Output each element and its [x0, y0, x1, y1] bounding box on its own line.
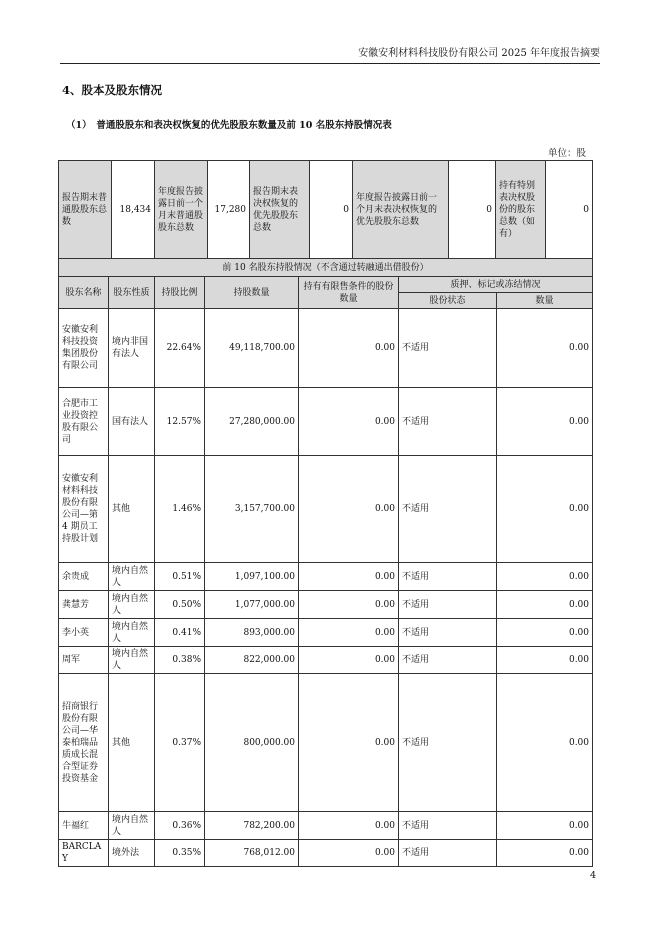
- shareholder-name: 周军: [59, 647, 109, 674]
- holding-ratio: 1.46%: [155, 456, 205, 563]
- holding-quantity: 49,118,700.00: [205, 309, 299, 388]
- top-ten-shareholders-table: [58, 258, 593, 867]
- shareholder-name: 合肥市工业投资控股有限公司: [59, 388, 109, 456]
- pledge-quantity: 0.00: [497, 840, 593, 867]
- pledge-status: 不适用: [399, 591, 497, 619]
- col-header-pledge-quantity: 数量: [497, 293, 593, 309]
- restored-preferred-label: 报告期末表决权恢复的优先股股东总数: [250, 161, 310, 259]
- pledge-quantity: 0.00: [497, 591, 593, 619]
- restricted-quantity: 0.00: [299, 674, 399, 812]
- col-header-restricted: 持有有限售条件的股份数量: [299, 277, 399, 309]
- page-number: 4: [590, 870, 597, 881]
- shareholder-nature: 境内自然人: [109, 812, 155, 840]
- pledge-status: 不适用: [399, 647, 497, 674]
- restricted-quantity: 0.00: [299, 647, 399, 674]
- shareholder-name: 招商银行股份有限公司—华泰柏瑞品质成长混合型证券投资基金: [59, 674, 109, 812]
- col-header-nature: 股东性质: [109, 277, 155, 309]
- table-row: [59, 388, 593, 456]
- special-voting-label: 持有特别表决权股份的股东总数（如有）: [496, 161, 546, 259]
- col-header-pledge-status: 股份状态: [399, 293, 497, 309]
- table-row: [59, 619, 593, 647]
- shareholder-name: BARCLAY: [59, 840, 109, 867]
- pledge-status: 不适用: [399, 619, 497, 647]
- restricted-quantity: 0.00: [299, 456, 399, 563]
- holding-ratio: 0.38%: [155, 647, 205, 674]
- table-row: [59, 591, 593, 619]
- col-header-ratio: 持股比例: [155, 277, 205, 309]
- pledge-quantity: 0.00: [497, 563, 593, 591]
- holding-quantity: 822,000.00: [205, 647, 299, 674]
- pledge-status: 不适用: [399, 674, 497, 812]
- shareholder-nature: 境内自然人: [109, 563, 155, 591]
- subsection-title: （1） 普通股股东和表决权恢复的优先股股东数量及前 10 名股东持股情况表: [66, 120, 392, 131]
- shareholder-count-table: [58, 160, 593, 259]
- restricted-quantity: 0.00: [299, 619, 399, 647]
- pledge-status: 不适用: [399, 456, 497, 563]
- pledge-quantity: 0.00: [497, 309, 593, 388]
- holding-quantity: 800,000.00: [205, 674, 299, 812]
- shareholder-name: 余贵成: [59, 563, 109, 591]
- col-header-pledge-group: 质押、标记或冻结情况: [399, 277, 593, 293]
- restricted-quantity: 0.00: [299, 591, 399, 619]
- pledge-quantity: 0.00: [497, 674, 593, 812]
- pledge-quantity: 0.00: [497, 647, 593, 674]
- restricted-quantity: 0.00: [299, 309, 399, 388]
- table-caption: 前 10 名股东持股情况（不含通过转融通出借股份）: [59, 259, 593, 277]
- pledge-quantity: 0.00: [497, 619, 593, 647]
- shareholder-nature: 其他: [109, 456, 155, 563]
- prior-month-preferred-value: 0: [449, 161, 496, 259]
- page-header: 安徽安利材料科技股份有限公司 2025 年年度报告摘要: [60, 44, 600, 64]
- table-row: [59, 309, 593, 388]
- shareholder-nature: 境外法: [109, 840, 155, 867]
- prior-month-shareholders-label: 年度报告披露日前一个月末普通股股东总数: [155, 161, 208, 259]
- holding-ratio: 22.64%: [155, 309, 205, 388]
- restored-preferred-value: 0: [310, 161, 353, 259]
- shareholder-nature: 国有法人: [109, 388, 155, 456]
- col-header-quantity: 持股数量: [205, 277, 299, 309]
- pledge-status: 不适用: [399, 563, 497, 591]
- total-shareholders-label: 报告期末普通股股东总数: [59, 161, 112, 259]
- table-row: [59, 674, 593, 812]
- restricted-quantity: 0.00: [299, 812, 399, 840]
- shareholder-name: 牛福红: [59, 812, 109, 840]
- holding-quantity: 3,157,700.00: [205, 456, 299, 563]
- shareholder-nature: 其他: [109, 674, 155, 812]
- holding-quantity: 27,280,000.00: [205, 388, 299, 456]
- total-shareholders-value: 18,434: [112, 161, 155, 259]
- holding-ratio: 0.35%: [155, 840, 205, 867]
- prior-month-preferred-label: 年度报告披露日前一个月末表决权恢复的优先股股东总数: [353, 161, 449, 259]
- section-title: 4、股本及股东情况: [62, 83, 163, 97]
- holding-quantity: 1,077,000.00: [205, 591, 299, 619]
- shareholder-name: 龚慧芳: [59, 591, 109, 619]
- holding-quantity: 768,012.00: [205, 840, 299, 867]
- shareholder-nature: 境内自然人: [109, 591, 155, 619]
- shareholder-name: 李小英: [59, 619, 109, 647]
- holding-ratio: 12.57%: [155, 388, 205, 456]
- shareholder-nature: 境内非国有法人: [109, 309, 155, 388]
- shareholder-nature: 境内自然人: [109, 619, 155, 647]
- shareholder-name: 安徽安利科技投资集团股份有限公司: [59, 309, 109, 388]
- table-row: [59, 812, 593, 840]
- holding-ratio: 0.41%: [155, 619, 205, 647]
- holding-ratio: 0.37%: [155, 674, 205, 812]
- col-header-name: 股东名称: [59, 277, 109, 309]
- prior-month-shareholders-value: 17,280: [208, 161, 250, 259]
- shareholder-name: 安徽安利材料科技股份有限公司—第 4 期员工持股计划: [59, 456, 109, 563]
- pledge-quantity: 0.00: [497, 456, 593, 563]
- unit-label: 单位：股: [548, 148, 587, 159]
- table-row: [59, 456, 593, 563]
- restricted-quantity: 0.00: [299, 388, 399, 456]
- special-voting-value: 0: [546, 161, 593, 259]
- table-row: [59, 840, 593, 867]
- holding-quantity: 782,200.00: [205, 812, 299, 840]
- restricted-quantity: 0.00: [299, 840, 399, 867]
- table-row: [59, 647, 593, 674]
- pledge-status: 不适用: [399, 812, 497, 840]
- holding-ratio: 0.50%: [155, 591, 205, 619]
- pledge-status: 不适用: [399, 388, 497, 456]
- pledge-status: 不适用: [399, 840, 497, 867]
- table-row: [59, 563, 593, 591]
- pledge-quantity: 0.00: [497, 388, 593, 456]
- holding-ratio: 0.51%: [155, 563, 205, 591]
- pledge-quantity: 0.00: [497, 812, 593, 840]
- shareholder-nature: 境内自然人: [109, 647, 155, 674]
- holding-quantity: 893,000.00: [205, 619, 299, 647]
- holding-quantity: 1,097,100.00: [205, 563, 299, 591]
- holding-ratio: 0.36%: [155, 812, 205, 840]
- pledge-status: 不适用: [399, 309, 497, 388]
- restricted-quantity: 0.00: [299, 563, 399, 591]
